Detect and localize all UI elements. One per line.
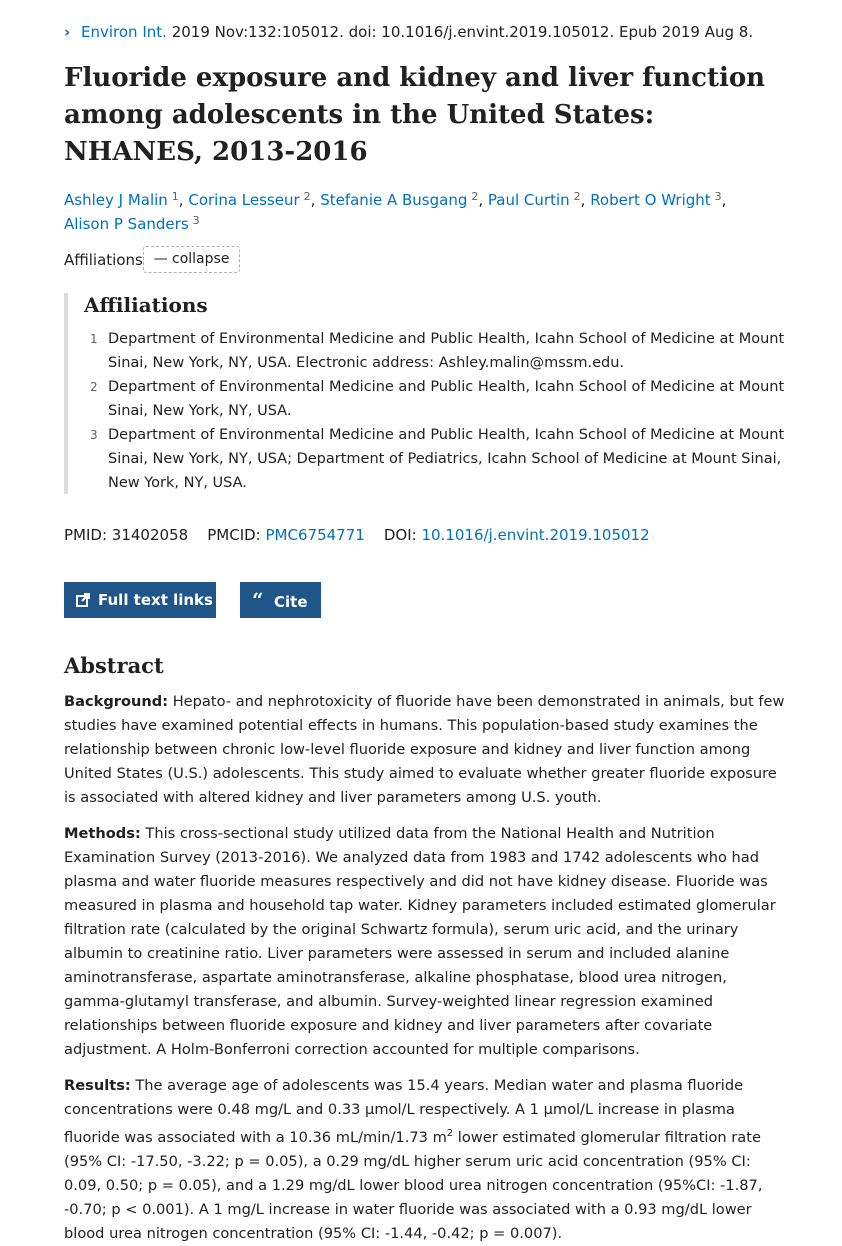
author-list: Ashley J Malin $^1$, Corina Lesseur $^2$, Stefanie A Busgang $^2$, Paul Curtin $^2$, Robert O Wright $^3$, Alison P Sanders $^3$ xyxy=(64,190,727,233)
author-affiliation-ref[interactable]: 3 xyxy=(192,214,200,227)
identifiers-row xyxy=(64,523,650,547)
pmcid-label: PMCID: xyxy=(207,526,261,544)
abstract-heading: Abstract xyxy=(64,653,164,678)
citation-line xyxy=(64,21,753,43)
citation-details: 2019 Nov:132:105012. doi: 10.1016/j.envint.2019.105012. Epub 2019 Aug 8. xyxy=(171,23,754,41)
quote-icon: “ xyxy=(252,588,264,612)
affiliation-text: Department of Environmental Medicine and Public Health, Icahn School of Medicine at Mount Sinai, New York, NY, USA. xyxy=(108,379,785,419)
affiliation-text: Department of Environmental Medicine and Public Health, Icahn School of Medicine at Mount Sinai, New York, NY, USA. Electronic address: Ashley.malin@mssm.edu. xyxy=(108,331,785,371)
full-text-links-button[interactable] xyxy=(64,582,216,618)
external-link-icon xyxy=(76,583,98,619)
full-text-links-label: Full text links xyxy=(98,591,213,609)
affiliation-number: 3 xyxy=(90,428,98,442)
background-label: Background: xyxy=(64,693,169,710)
pmid-label: PMID: xyxy=(64,526,108,544)
author-link[interactable]: Alison P Sanders xyxy=(64,215,189,233)
pmcid-link[interactable]: PMC6754771 xyxy=(265,526,365,544)
author-link[interactable]: Stefanie A Busgang xyxy=(320,191,468,209)
author-link[interactable]: Ashley J Malin xyxy=(64,191,168,209)
abstract-methods xyxy=(64,822,786,1062)
affiliations-panel xyxy=(64,293,790,494)
methods-label: Methods: xyxy=(64,825,141,842)
results-label: Results: xyxy=(64,1077,131,1094)
affiliations-collapse-button[interactable]: — collapse xyxy=(143,246,240,273)
results-text: The average age of adolescents was 15.4 years. Median water and plasma fluoride concentrations were 0.48 mg/L and 0.33 µmol/L respectively. A 1 µmol/L increase in plasma fluoride was associated with a 10.36 mL/min/1.73 m xyxy=(64,1077,744,1146)
affiliations-heading: Affiliations xyxy=(84,293,208,317)
chevron-right-icon[interactable]: › xyxy=(64,23,71,41)
journal-link[interactable]: Environ Int. xyxy=(81,23,167,41)
author-affiliation-ref[interactable]: 2 xyxy=(573,190,581,203)
doi-link[interactable]: 10.1016/j.envint.2019.105012 xyxy=(421,526,650,544)
background-text: Hepato- and nephrotoxicity of fluoride have been demonstrated in animals, but few studies have examined potential effects in humans. This population-based study examines the relationship between chronic low-level fluoride exposure and kidney and liver function among United States (U.S.) adolescents. This study aimed to evaluate whether greater fluoride exposure is associated with altered kidney and liver parameters among U.S. youth. xyxy=(64,693,785,806)
affiliation-number: 2 xyxy=(90,380,98,394)
affiliation-text: Department of Environmental Medicine and Public Health, Icahn School of Medicine at Mount Sinai, New York, NY, USA; Department of Pediatrics, Icahn School of Medicine at Mount Sinai, New York, NY, USA. xyxy=(108,427,785,491)
article-title: Fluoride exposure and kidney and liver function among adolescents in the United States: NHANES, 2013-2016 xyxy=(64,63,766,167)
author-affiliation-ref[interactable]: 2 xyxy=(471,190,479,203)
author-link[interactable]: Corina Lesseur xyxy=(188,191,300,209)
cite-label: Cite xyxy=(274,593,308,611)
doi-label: DOI: xyxy=(383,526,417,544)
affiliations-toggle-label: Affiliations xyxy=(64,251,143,269)
pmid-value: 31402058 xyxy=(111,526,189,544)
methods-text: This cross-sectional study utilized data from the National Health and Nutrition Examination Survey (2013-2016). We analyzed data from 1983 and 1742 adolescents who had plasma and water fluoride measures respectively and did not have kidney disease. Fluoride was measured in plasma and household tap water. Kidney parameters included estimated glomerular filtration rate (calculated by the original Schwartz formula), serum uric acid, and the urinary albumin to creatinine ratio. Liver parameters were assessed in serum and included alanine aminotransferase, aspartate aminotransferase, alkaline phosphatase, blood urea nitrogen, gamma-glutamyl transferase, and albumin. Survey-weighted linear regression examined relationships between fluoride exposure and kidney and liver parameters after covariate adjustment. A Holm-Bonferroni correction accounted for multiple comparisons. xyxy=(64,825,776,1058)
abstract-background xyxy=(64,690,786,810)
author-affiliation-ref[interactable]: 2 xyxy=(303,190,311,203)
results-text-cont: lower estimated glomerular filtration rate (95% CI: -17.50, -3.22; p = 0.05), a 0.29 mg/dL higher serum uric acid concentration (95% CI: 0.09, 0.50; p = 0.05), and a 1.29 mg/dL lower blood urea nitrogen concentration (95%CI: -1.87, -0.70; p < 0.001). A 1 mg/L increase in water fluoride was associated with a 0.93 mg/dL lower blood urea nitrogen concentration (95% CI: -1.44, -0.42; p = 0.007). xyxy=(64,1128,763,1242)
author-affiliation-ref[interactable]: 1 xyxy=(171,190,179,203)
abstract-results xyxy=(64,1074,786,1246)
author-link[interactable]: Paul Curtin xyxy=(487,191,570,209)
results-superscript: 2 xyxy=(446,1128,454,1139)
affiliation-number: 1 xyxy=(90,332,98,346)
author-affiliation-ref[interactable]: 3 xyxy=(714,190,722,203)
cite-button[interactable] xyxy=(240,582,321,618)
author-link[interactable]: Robert O Wright xyxy=(590,191,711,209)
